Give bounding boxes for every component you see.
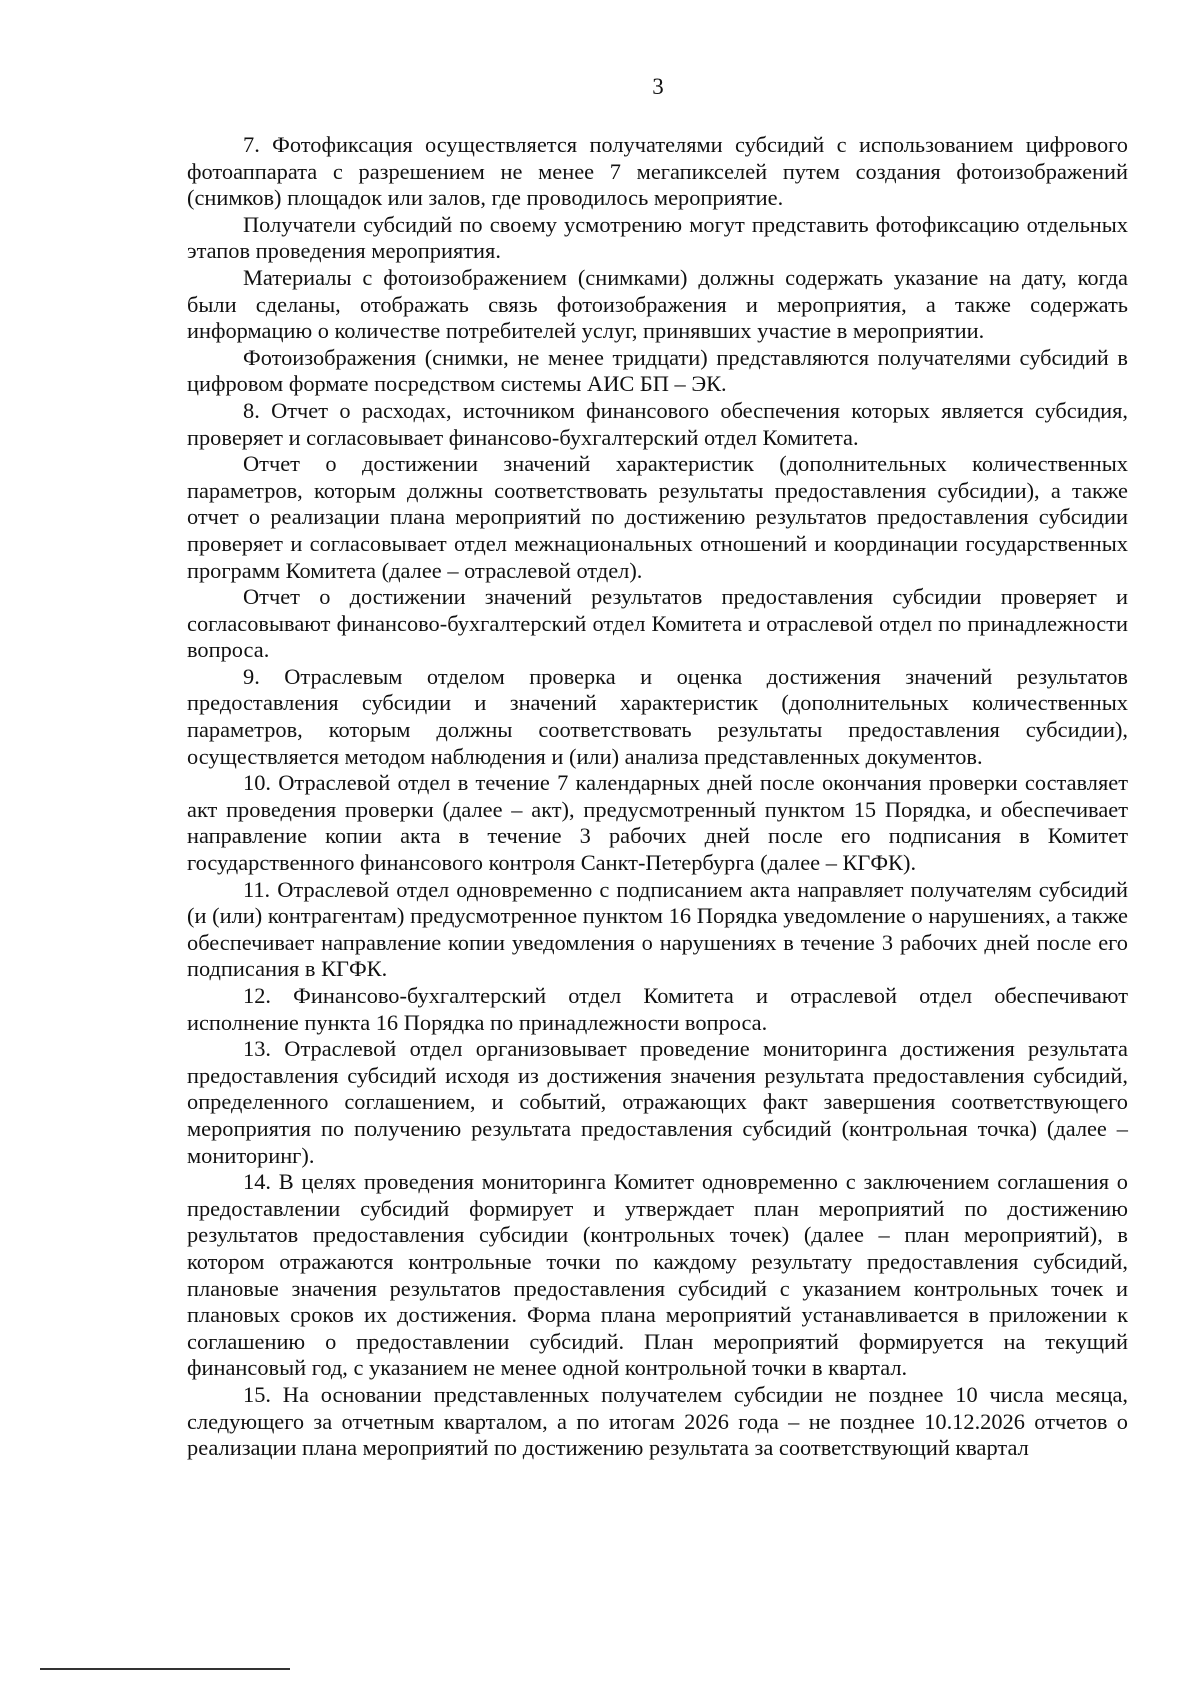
paragraph: 13. Отраслевой отдел организовывает проведение мониторинга достижения результата предоставления субсидий исходя из достижения значения результата предоставления субсидий, определенного соглашением, и событий, отражающих факт завершения соответствующего мероприятия по получению результата предоставления субсидий (контрольная точка) (далее – мониторинг).: [187, 1036, 1128, 1168]
paragraph: 11. Отраслевой отдел одновременно с подписанием акта направляет получателям субсидий (и (или) контрагентам) предусмотренное пунктом 16 Порядка уведомление о нарушениях, а также обеспечивает направление копии уведомления о нарушениях в течение 3 рабочих дней после его подписания в КГФК.: [187, 876, 1128, 982]
paragraph: 12. Финансово-бухгалтерский отдел Комитета и отраслевой отдел обеспечивают исполнение пункта 16 Порядка по принадлежности вопроса.: [187, 983, 1128, 1035]
paragraph: 7. Фотофиксация осуществляется получателями субсидий с использованием цифрового фотоаппарата с разрешением не менее 7 мегапикселей путем создания фотоизображений (снимков) площадок или залов, где проводилось мероприятие.: [187, 132, 1128, 211]
paragraph: 10. Отраслевой отдел в течение 7 календарных дней после окончания проверки составляет акт проведения проверки (далее – акт), предусмотренный пунктом 15 Порядка, и обеспечивает направление копии акта в течение 3 рабочих дней после его подписания в Комитет государственного финансового контроля Санкт-Петербурга (далее – КГФК).: [187, 770, 1128, 876]
paragraph: Фотоизображения (снимки, не менее тридцати) представляются получателями субсидий в цифровом формате посредством системы АИС БП – ЭК.: [187, 344, 1128, 397]
footer-divider: [40, 1668, 290, 1670]
paragraph: 14. В целях проведения мониторинга Комитет одновременно с заключением соглашения о предоставлении субсидий формирует и утверждает план мероприятий по достижению результатов предоставления субсидии (контрольных точек) (далее – план мероприятий), в котором отражаются контрольные точки по каждому результату предоставления субсидий, плановые значения результатов предоставления субсидий с указанием контрольных точек и плановых сроков их достижения. Форма плана мероприятий устанавливается в приложении к соглашению о предоставлении субсидий. План мероприятий формируется на текущий финансовый год, с указанием не менее одной контрольной точки в квартал.: [187, 1169, 1128, 1381]
paragraph: Получатели субсидий по своему усмотрению могут представить фотофиксацию отдельных этапов проведения мероприятия.: [187, 211, 1128, 264]
document-body: [187, 132, 1128, 1462]
page-number: 3: [652, 74, 664, 99]
paragraph: 15. На основании представленных получателем субсидии не позднее 10 числа месяца, следующего за отчетным кварталом, а по итогам 2026 года – не позднее 10.12.2026 отчетов о реализации плана мероприятий по достижению результата за соответствующий квартал: [187, 1381, 1128, 1461]
paragraph: 9. Отраслевым отделом проверка и оценка достижения значений результатов предоставления субсидии и значений характеристик (дополнительных количественных параметров, которым должны соответствовать результаты предоставления субсидии), осуществляется методом наблюдения и (или) анализа представленных документов.: [187, 663, 1128, 769]
paragraph: Материалы с фотоизображением (снимками) должны содержать указание на дату, когда были сделаны, отображать связь фотоизображения и мероприятия, а также содержать информацию о количестве потребителей услуг, принявших участие в мероприятии.: [187, 264, 1128, 344]
paragraph: Отчет о достижении значений характеристик (дополнительных количественных параметров, которым должны соответствовать результаты предоставления субсидии), а также отчет о реализации плана мероприятий по достижению результатов предоставления субсидии проверяет и согласовывает отдел межнациональных отношений и координации государственных программ Комитета (далее – отраслевой отдел).: [187, 451, 1128, 583]
paragraph: 8. Отчет о расходах, источником финансового обеспечения которых является субсидия, проверяет и согласовывает финансово-бухгалтерский отдел Комитета.: [187, 397, 1128, 450]
paragraph: Отчет о достижении значений результатов предоставления субсидии проверяет и согласовывают финансово-бухгалтерский отдел Комитета и отраслевой отдел по принадлежности вопроса.: [187, 584, 1128, 663]
